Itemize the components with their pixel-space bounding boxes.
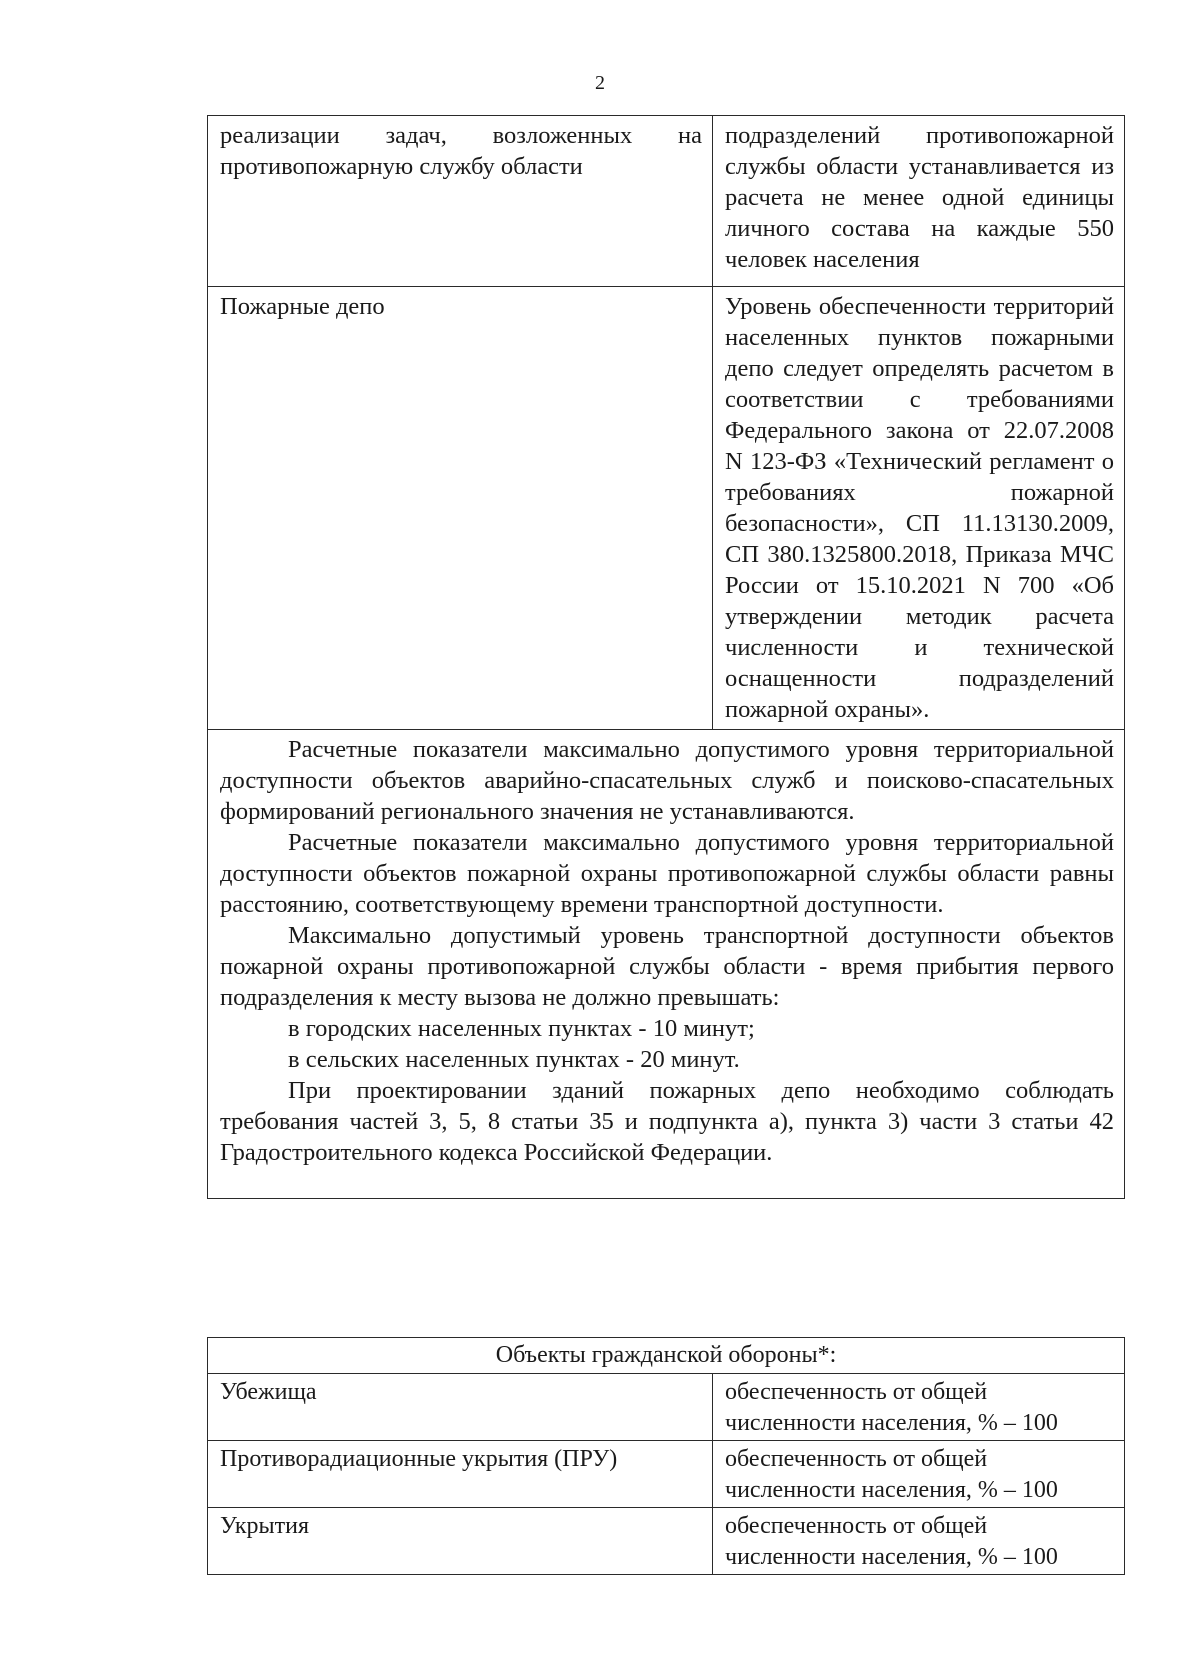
- table-cell: [208, 116, 713, 287]
- table-header-row: [208, 1338, 1125, 1374]
- cell-text: обеспеченность от общей: [725, 1446, 988, 1472]
- civil-defense-table: [207, 1337, 1125, 1575]
- table-cell: Убежища: [208, 1374, 713, 1441]
- cell-text: численности населения, % – 100: [725, 1477, 1058, 1503]
- table-header: Объекты гражданской обороны*:: [208, 1338, 1125, 1374]
- table-row: [208, 1441, 1125, 1508]
- table-cell: Противорадиационные укрытия (ПРУ): [208, 1441, 713, 1508]
- paragraph: При проектировании зданий пожарных депо необходимо соблюдать требования частей 3, 5, 8 статьи 35 и подпункта а), пункта 3) части 3 статьи 42 Градостроительного кодекса Российской Федерации.: [220, 1077, 1114, 1166]
- table-cell: [713, 1508, 1125, 1575]
- table-row: [208, 1374, 1125, 1441]
- paragraph: Расчетные показатели максимально допустимого уровня территориальной доступности объектов аварийно-спасательных служб и поисково-спасательных формирований регионального значения не устанавливаются.: [220, 736, 1114, 825]
- cell-text: обеспеченность от общей: [725, 1513, 988, 1539]
- cell-text: численности населения, % – 100: [725, 1410, 1058, 1436]
- table-row: [208, 287, 1125, 730]
- table-cell-wide: [208, 730, 1125, 1199]
- paragraph: в городских населенных пунктах - 10 минут;: [288, 1015, 755, 1042]
- requirements-table: [207, 115, 1125, 1199]
- table-cell: [713, 116, 1125, 287]
- cell-text: реализации задач, возложенных на противопожарную службу области: [220, 122, 702, 180]
- table-cell: [208, 287, 713, 730]
- table-cell: Укрытия: [208, 1508, 713, 1575]
- paragraph: Расчетные показатели максимально допустимого уровня территориальной доступности объектов пожарной охраны противопожарной службы области равны расстоянию, соответствующему времени транспортной доступности.: [220, 829, 1114, 918]
- table-cell: [713, 287, 1125, 730]
- cell-text: обеспеченность от общей: [725, 1379, 988, 1405]
- table-cell: [713, 1441, 1125, 1508]
- cell-text: подразделений противопожарной службы области устанавливается из расчета не менее одной единицы личного состава на каждые 550 человек населения: [725, 122, 1114, 273]
- cell-text: численности населения, % – 100: [725, 1544, 1058, 1570]
- paragraph: Максимально допустимый уровень транспортной доступности объектов пожарной охраны противопожарной службы области - время прибытия первого подразделения к месту вызова не должно превышать:: [220, 922, 1114, 1011]
- table-row: [208, 116, 1125, 287]
- page-number: 2: [595, 72, 605, 94]
- table-cell: [713, 1374, 1125, 1441]
- cell-text: Пожарные депо: [220, 293, 385, 320]
- table-row: [208, 1508, 1125, 1575]
- paragraph: в сельских населенных пунктах - 20 минут.: [288, 1046, 740, 1073]
- table-row: [208, 730, 1125, 1199]
- cell-text: Уровень обеспеченности территорий населенных пунктов пожарными депо следует определять расчетом в соответствии с требованиями Федерального закона от 22.07.2008 N 123-ФЗ «Технический регламент о требованиях пожарной безопасности», СП 11.13130.2009, СП 380.1325800.2018, Приказа МЧС России от 15.10.2021 N 700 «Об утверждении методик расчета численности и технической оснащенности подразделений пожарной охраны».: [725, 293, 1114, 723]
